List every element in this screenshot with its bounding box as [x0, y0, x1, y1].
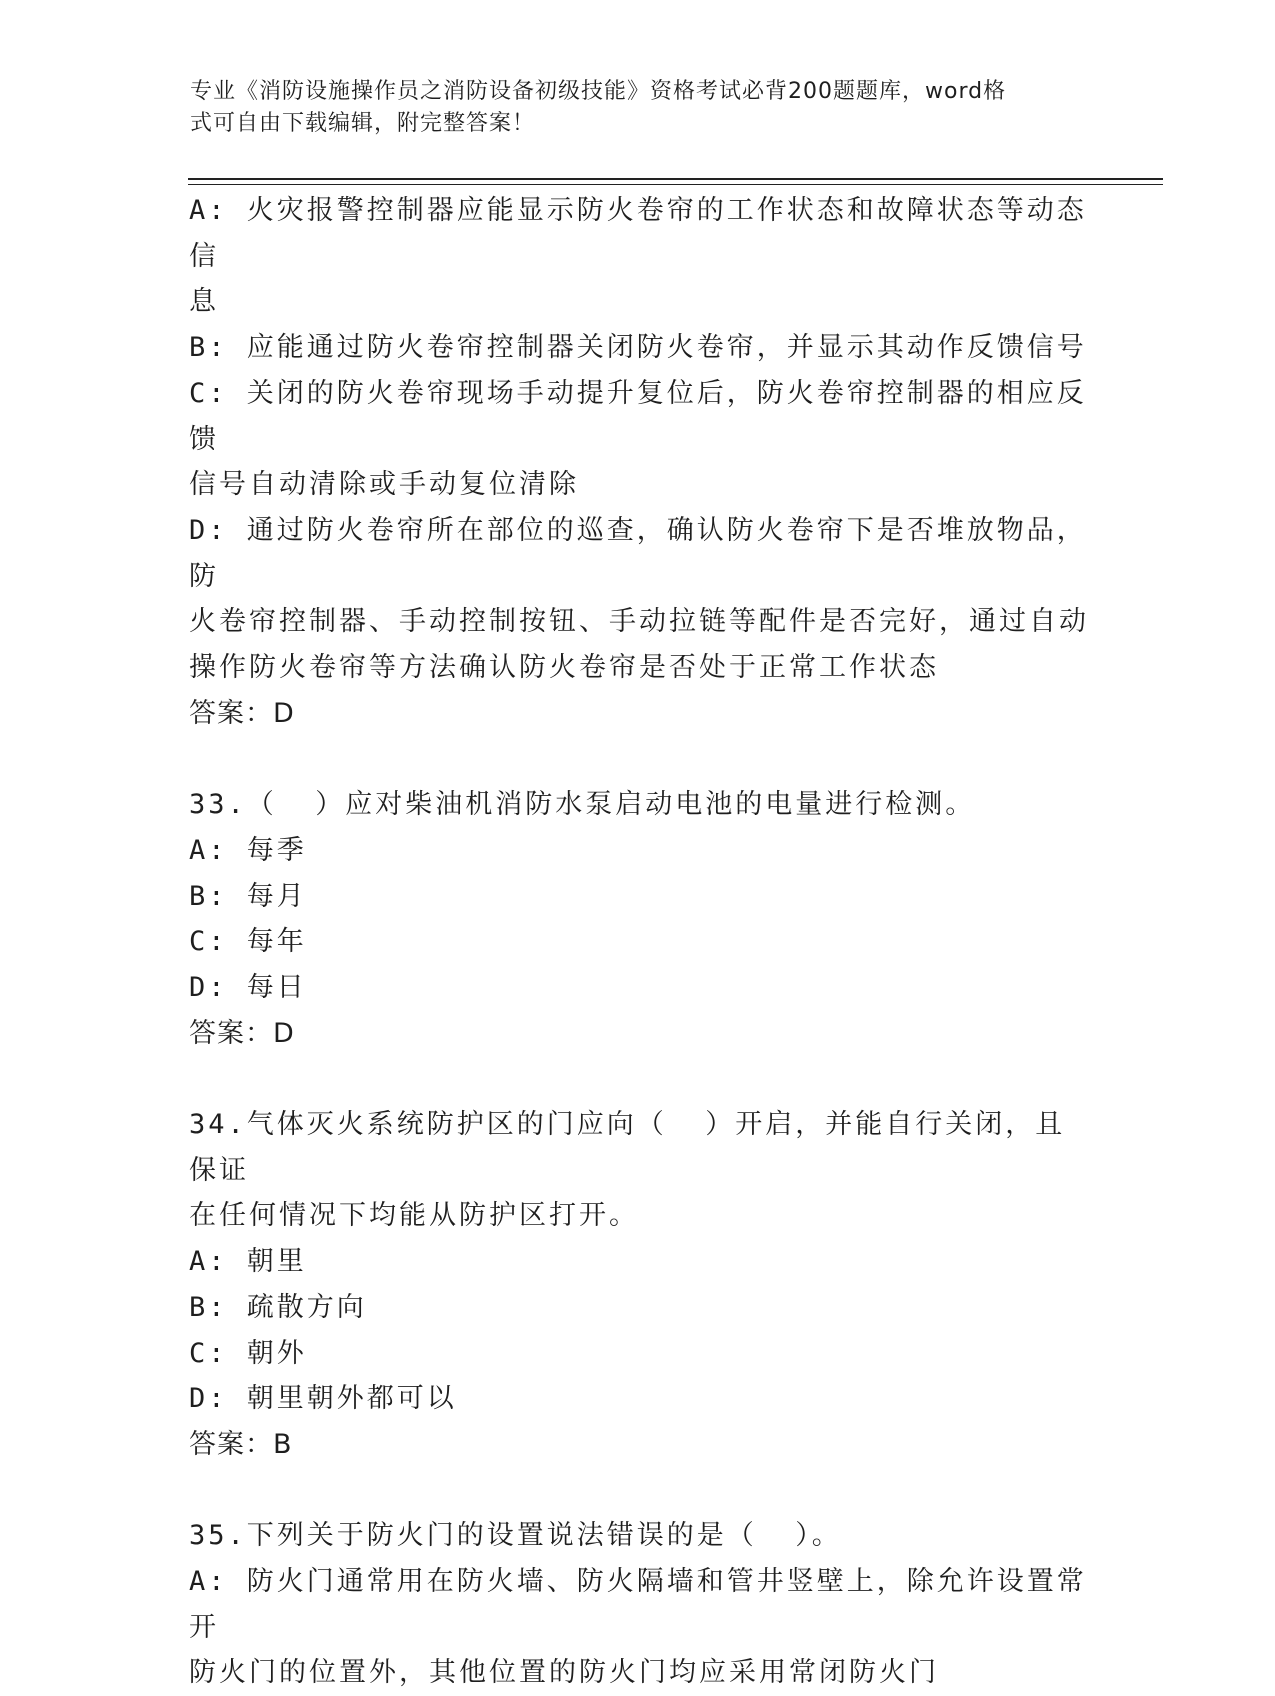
- option-b: B: 每月: [189, 880, 307, 912]
- header-line-2: 式可自由下载编辑，附完整答案！: [190, 111, 536, 136]
- question-stem: 33.（ ）应对柴油机消防水泵启动电池的电量进行检测。: [189, 789, 976, 821]
- option-c-line-1: C: 关闭的防火卷帘现场手动提升复位后，防火卷帘控制器的相应反馈: [189, 377, 1087, 455]
- option-a-line-1: A: 防火门通常用在防火墙、防火隔墙和管井竖壁上，除允许设置常开: [189, 1566, 1087, 1643]
- option-d-line-3: 操作防火卷帘等方法确认防火卷帘是否处于正常工作状态: [189, 652, 939, 684]
- option-d: D: 朝里朝外都可以: [189, 1383, 457, 1415]
- option-a: A: 朝里: [189, 1246, 307, 1278]
- spacer: [189, 736, 1089, 782]
- header-divider-thin: [188, 184, 1163, 185]
- question-stem-line-2: 在任何情况下均能从防护区打开。: [189, 1200, 639, 1232]
- option-b: B: 应能通过防火卷帘控制器关闭防火卷帘，并显示其动作反馈信号: [189, 332, 1087, 364]
- question-stem-line-1: 34.气体灭火系统防护区的门应向（ ）开启，并能自行关闭，且保证: [189, 1109, 1066, 1186]
- question-32: [189, 188, 1089, 736]
- answer: 答案：D: [189, 1017, 295, 1049]
- option-c: C: 朝外: [189, 1337, 307, 1369]
- option-c: C: 每年: [189, 926, 307, 958]
- answer: 答案：B: [189, 1428, 293, 1460]
- option-d-line-1: D: 通过防火卷帘所在部位的巡查，确认防火卷帘下是否堆放物品，防: [189, 514, 1087, 592]
- document-header: [190, 76, 1070, 140]
- question-35: [189, 1513, 1089, 1696]
- option-d: D: 每日: [189, 971, 307, 1003]
- header-divider-thick: [188, 178, 1163, 180]
- header-line-1: 专业《消防设施操作员之消防设备初级技能》资格考试必背200题题库，word格: [190, 79, 1007, 104]
- option-c-line-2: 信号自动清除或手动复位清除: [189, 469, 579, 501]
- question-34: [189, 1102, 1089, 1468]
- question-list: [189, 188, 1089, 1696]
- option-b: B: 疏散方向: [189, 1291, 367, 1323]
- option-a-line-1: A: 火灾报警控制器应能显示防火卷帘的工作状态和故障状态等动态信: [189, 195, 1087, 272]
- question-33: [189, 782, 1089, 1056]
- option-a: A: 每季: [189, 834, 307, 866]
- option-a-line-2: 防火门的位置外，其他位置的防火门均应采用常闭防火门: [189, 1657, 939, 1689]
- option-a-line-2: 息: [189, 286, 219, 318]
- option-d-line-2: 火卷帘控制器、手动控制按钮、手动拉链等配件是否完好，通过自动: [189, 606, 1089, 638]
- answer: 答案：D: [189, 697, 295, 729]
- spacer: [189, 1468, 1089, 1514]
- spacer: [189, 1056, 1089, 1102]
- question-stem: 35.下列关于防火门的设置说法错误的是（ ）。: [189, 1520, 842, 1552]
